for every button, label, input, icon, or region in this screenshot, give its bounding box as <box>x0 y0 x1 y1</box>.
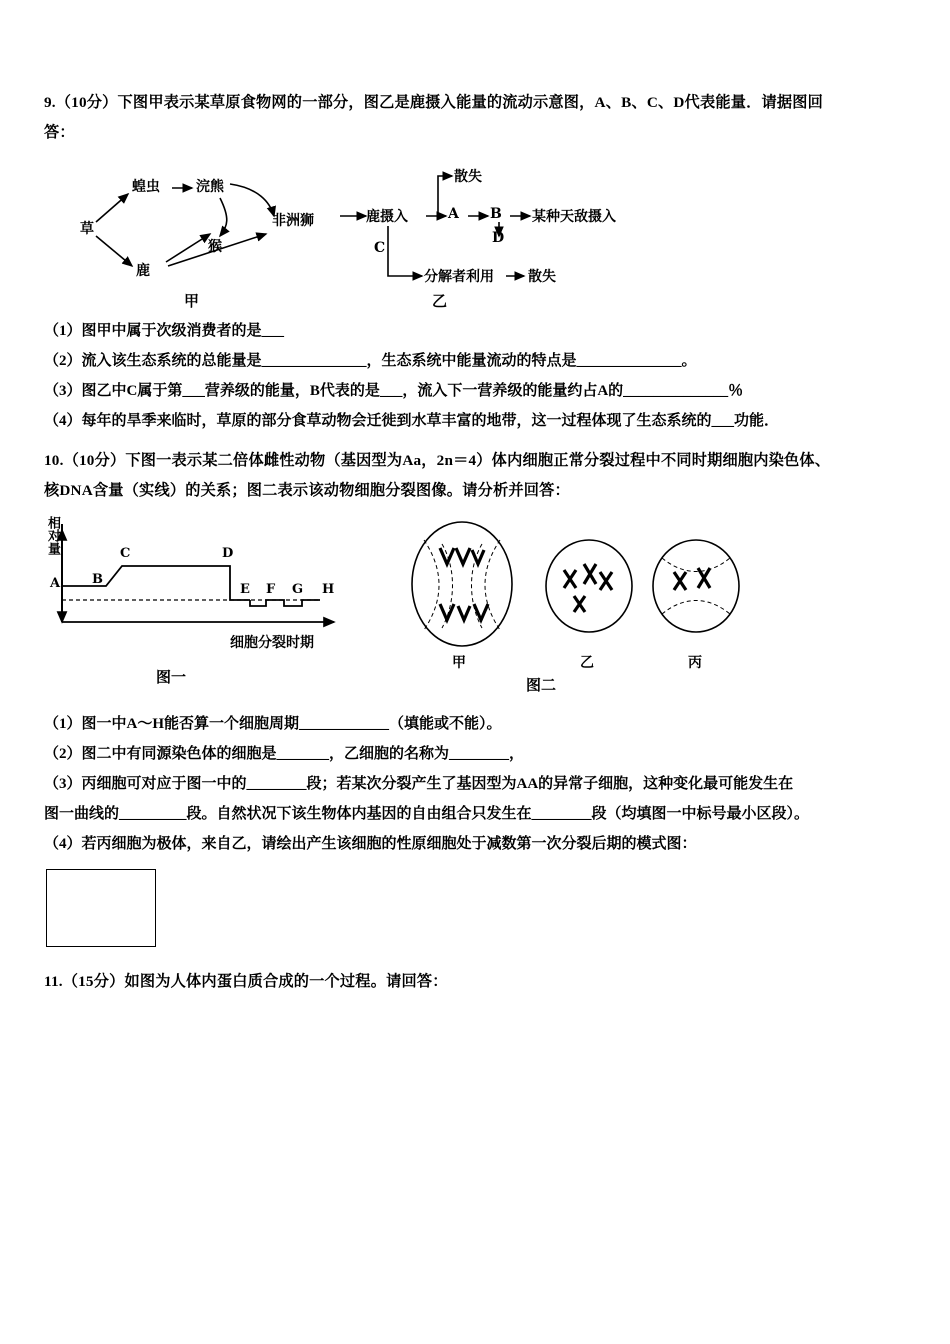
question-9-sub-2: （2）流入该生态系统的总能量是______________，生态系统中能量流动的特点是______________。 <box>44 353 697 369</box>
label-locust: 蝗虫 <box>132 179 160 195</box>
label-energy-d: D <box>492 230 505 246</box>
question-10-text1: 下图一表示某二倍体雌性动物（基因型为Aa，2n＝4）体内细胞正常分裂过程中不同时期细胞内染色体、 <box>125 452 831 469</box>
question-10 <box>44 446 910 947</box>
curve-point-F: F <box>266 582 276 597</box>
label-raccoon: 浣熊 <box>196 179 224 195</box>
question-10-sub-4: （4）若丙细胞为极体，来自乙，请绘出产生该细胞的性原细胞处于减数第一次分裂后期的模式图： <box>44 836 697 852</box>
label-loss-top: 散失 <box>454 169 482 185</box>
label-decomposer: 分解者利用 <box>424 269 494 285</box>
cell-label-yi: 乙 <box>580 655 594 671</box>
question-9-sub-4: （4）每年的旱季来临时，草原的部分食草动物会迁徙到水草丰富的地带，这一过程体现了生态系统的___功能． <box>44 413 780 429</box>
question-9-sub-3: （3）图乙中C属于第___营养级的能量，B代表的是___，流入下一营养级的能量约占A的______________％ <box>44 383 744 399</box>
question-11 <box>44 967 910 997</box>
label-predator-intake: 某种天敌摄入 <box>532 209 616 225</box>
question-9-score: （10分） <box>55 94 118 111</box>
question-9 <box>44 88 910 436</box>
curve-point-B: B <box>92 572 103 587</box>
question-10-sub-2: （2）图二中有同源染色体的细胞是_______，乙细胞的名称为________， <box>44 746 525 762</box>
label-energy-a: A <box>448 206 459 222</box>
label-monkey: 猴 <box>208 239 222 255</box>
question-10-sub-1: （1）图一中A～H能否算一个细胞周期____________（填能或不能）。 <box>44 716 502 732</box>
curve-point-A: A <box>50 576 61 591</box>
question-10-sub-3b: 图一曲线的_________段。自然状况下该生物体内基因的自由组合只发生在________段（均填图一中标号最小区段）。 <box>44 806 810 822</box>
page-content <box>44 88 910 999</box>
question-10-stem-line2: 核DNA含量（实线）的关系；图二表示该动物细胞分裂图像。请分析并回答： <box>44 482 570 499</box>
label-deer-intake: 鹿摄入 <box>366 209 408 225</box>
x-axis-label: 细胞分裂时期 <box>230 635 314 651</box>
y-axis-label: 相对量 <box>45 516 60 555</box>
label-grass: 草 <box>80 221 94 237</box>
curve-point-G: G <box>292 582 304 597</box>
cell-label-bing: 丙 <box>688 655 702 671</box>
curve-point-C: C <box>120 546 131 561</box>
question-10-score: （10分） <box>63 452 126 469</box>
figure-10-caption-left: 图一 <box>156 670 187 686</box>
question-9-stem-line2: 答： <box>44 124 75 141</box>
curve-point-D: D <box>222 546 234 561</box>
figure-9-caption-right: 乙 <box>432 294 448 310</box>
label-energy-c: C <box>374 240 386 256</box>
question-11-text1: 如图为人体内蛋白质合成的一个过程。请回答： <box>124 973 448 990</box>
figure-9 <box>44 154 910 314</box>
label-energy-b: B <box>490 206 502 222</box>
figure-9-caption-left: 甲 <box>184 294 200 310</box>
figure-10-caption-right: 图二 <box>526 678 557 694</box>
question-10-stem-line1 <box>44 446 910 476</box>
question-9-stem-line1 <box>44 88 910 118</box>
question-11-score: （15分） <box>62 973 125 990</box>
label-loss-bottom: 散失 <box>528 269 556 285</box>
question-11-stem-line1 <box>44 967 910 997</box>
question-10-number: 10. <box>44 452 64 469</box>
curve-point-H: H <box>322 582 335 597</box>
question-11-number: 11. <box>44 973 63 990</box>
answer-drawing-box[interactable] <box>46 869 156 947</box>
curve-point-E: E <box>240 582 250 597</box>
question-9-sub-1: （1）图甲中属于次级消费者的是___ <box>44 323 285 339</box>
label-deer: 鹿 <box>136 263 150 279</box>
question-9-number: 9. <box>44 94 56 111</box>
question-10-sub-3: （3）丙细胞可对应于图一中的________段；若某次分裂产生了基因型为AA的异常子细胞，这种变化最可能发生在 <box>44 776 794 792</box>
label-lion: 非洲狮 <box>272 213 314 229</box>
question-9-text1: 下图甲表示某草原食物网的一部分，图乙是鹿摄入能量的流动示意图，A、B、C、D代表能量．请据图回 <box>117 94 824 111</box>
figure-10 <box>44 514 910 709</box>
cell-label-jia: 甲 <box>452 655 466 671</box>
